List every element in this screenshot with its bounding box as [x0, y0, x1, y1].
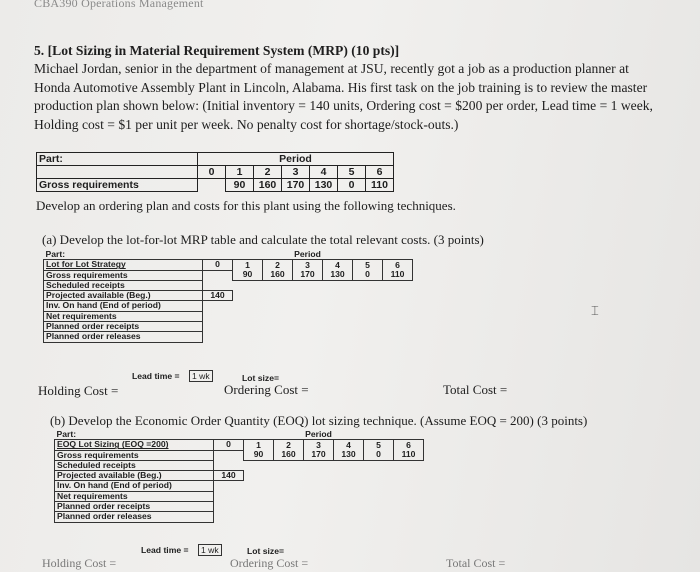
strategy-label: Lot for Lot Strategy [44, 260, 203, 270]
row-label: Inv. On hand (End of period) [55, 481, 214, 491]
gross-cell: 110 [394, 450, 424, 460]
lead-time-label: Lead time = [132, 371, 180, 381]
period-label: Period [294, 249, 321, 259]
mps-period: 2 [254, 166, 282, 179]
period-header: 0 [214, 440, 244, 450]
period-header: 5 [353, 260, 383, 270]
gross-cell: 90 [244, 450, 274, 460]
mps-gross-cell: 0 [338, 179, 366, 192]
part-b-prompt: (b) Develop the Economic Order Quantity (EOQ) lot sizing technique. (Assume EOQ = 200) (3 points) [50, 413, 588, 428]
gross-cell: 90 [233, 270, 263, 280]
row-label: Planned order receipts [55, 502, 214, 512]
gross-cell: 160 [274, 450, 304, 460]
gross-cell: 130 [334, 450, 364, 460]
mps-gross-cell: 110 [366, 179, 394, 192]
total-cost-label: Total Cost = [446, 556, 506, 570]
mps-period: 6 [366, 166, 394, 179]
lead-time-label: Lead time = [141, 545, 189, 555]
row-label: Planned order receipts [44, 322, 203, 332]
row-label: Projected available (Beg.) [55, 471, 214, 481]
holding-cost-label: Holding Cost = [42, 556, 117, 570]
row-label: Scheduled receipts [44, 280, 203, 290]
row-label: Planned order releases [44, 332, 203, 342]
period-header: 0 [203, 260, 233, 270]
gross-cell: 0 [353, 270, 383, 280]
initial-inventory: 140 [214, 471, 244, 481]
initial-inventory: 140 [203, 291, 233, 301]
holding-cost-label: Holding Cost = [38, 383, 119, 398]
period-header: 6 [383, 260, 413, 270]
period-header: 5 [364, 440, 394, 450]
part-label: Part: [45, 249, 66, 259]
gross-cell: 130 [323, 270, 353, 280]
period-header: 3 [293, 260, 323, 270]
mps-gross-cell: 90 [226, 179, 254, 192]
period-header: 6 [394, 440, 424, 450]
gross-cell: 0 [364, 450, 394, 460]
period-header: 4 [334, 440, 364, 450]
part-label: Part: [56, 429, 77, 439]
row-label: Net requirements [55, 491, 214, 501]
ordering-cost-label: Ordering Cost = [230, 556, 309, 570]
mps-row-label: Gross requirements [37, 179, 198, 192]
period-header: 2 [263, 260, 293, 270]
row-label: Inv. On hand (End of period) [44, 301, 203, 311]
question-title: 5. [Lot Sizing in Material Requirement System (MRP) (10 pts)] [34, 43, 400, 58]
mps-gross-cell: 170 [282, 179, 310, 192]
period-header: 2 [274, 440, 304, 450]
strategy-label: EOQ Lot Sizing (EOQ =200) [55, 440, 214, 450]
eoq-table [54, 430, 424, 523]
text-cursor-icon: ⌶ [591, 303, 599, 318]
mps-period: 4 [310, 166, 338, 179]
mps-gross-cell: 160 [254, 179, 282, 192]
gross-cell: 160 [263, 270, 293, 280]
mps-gross-cell: 130 [310, 179, 338, 192]
period-header: 3 [304, 440, 334, 450]
mps-period: 0 [198, 166, 226, 179]
gross-cell: 110 [383, 270, 413, 280]
row-label: Planned order releases [55, 512, 214, 522]
question-body: Michael Jordan, senior in the department of management at JSU, recently got a job as a production planner at Honda Automotive Assembly Plant in Lincoln, Alabama. His first task on the job training is to review the master production plan shown below: (Initial inventory = 140 units, Ordering cost = $200 per order, Lead time = 1 week, Holding cost = $1 per unit per week. No penalty cost for shortage/stock-outs.) [34, 61, 653, 132]
lot-size-label: Lot size= [247, 546, 285, 556]
mps-part-label: Part: [37, 153, 198, 166]
lead-time-value: 1 wk [198, 544, 222, 556]
period-header: 1 [233, 260, 263, 270]
total-cost-label: Total Cost = [443, 382, 508, 397]
mps-period: 3 [282, 166, 310, 179]
mps-period-label: Period [198, 153, 394, 166]
lot-size-label: Lot size= [242, 373, 280, 383]
period-header: 1 [244, 440, 274, 450]
ordering-cost-label: Ordering Cost = [224, 382, 309, 397]
part-a-prompt: (a) Develop the lot-for-lot MRP table and calculate the total relevant costs. (3 points) [42, 232, 484, 247]
mps-period: 5 [338, 166, 366, 179]
row-label: Projected available (Beg.) [44, 291, 203, 301]
question-block [34, 42, 664, 134]
mps-period: 1 [226, 166, 254, 179]
period-label: Period [305, 429, 332, 439]
gross-cell: 170 [293, 270, 323, 280]
instruction-text: Develop an ordering plan and costs for this plant using the following techniques. [36, 198, 456, 213]
row-label: Gross requirements [55, 450, 214, 460]
lot-for-lot-table [43, 250, 413, 343]
row-label: Scheduled receipts [55, 460, 214, 470]
course-header: CBA390 Operations Management [34, 0, 204, 10]
mps-table [36, 152, 394, 192]
lead-time-value: 1 wk [189, 370, 213, 382]
row-label: Net requirements [44, 311, 203, 321]
period-header: 4 [323, 260, 353, 270]
row-label: Gross requirements [44, 270, 203, 280]
gross-cell: 170 [304, 450, 334, 460]
